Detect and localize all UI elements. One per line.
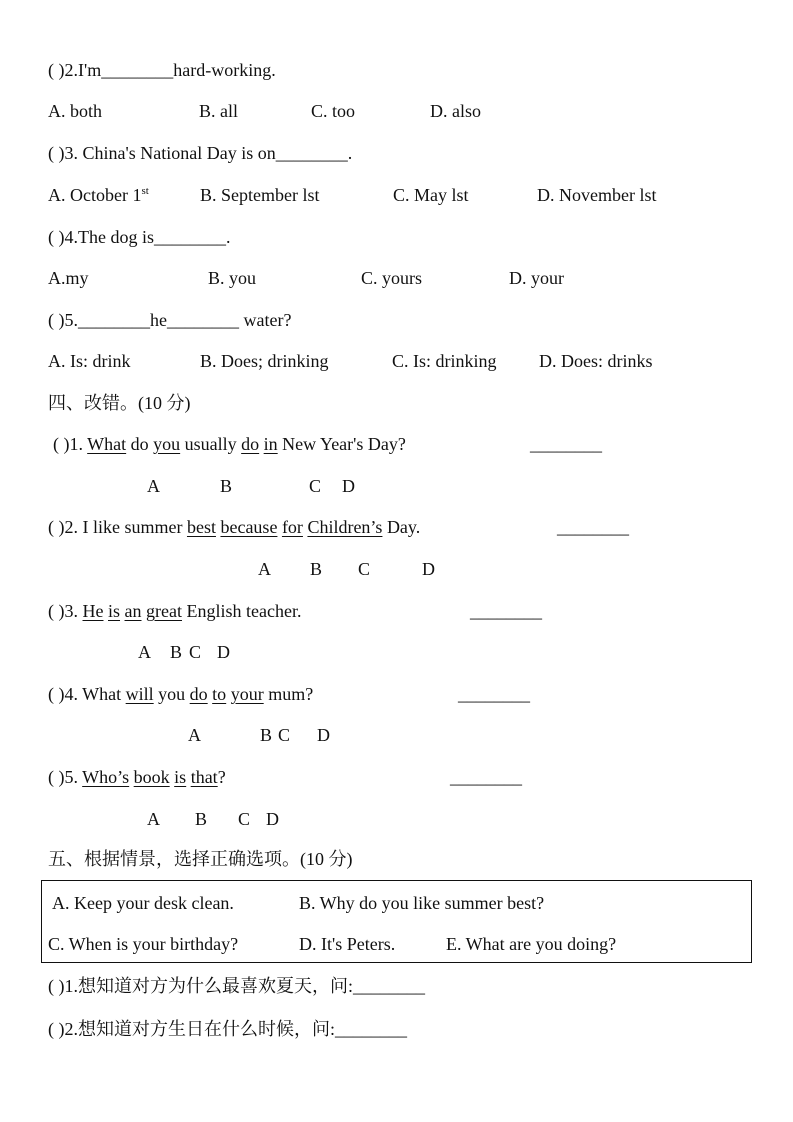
q3-option-a-sup: st [141,185,149,197]
correction-q4-text: mum? [263,684,314,704]
correction-q3-part-d: great [146,601,182,621]
correction-q3-part-c: an [124,601,142,621]
correction-q5-letter-b: B [195,809,208,829]
correction-q4-part-d: your [230,684,264,704]
correction-q1-part-b: you [153,434,181,454]
correction-q2-letter-c: C [358,559,371,579]
situation-q1: ( )1.想知道对方为什么最喜欢夏天，问:________ [48,976,425,996]
q3-option-c: C. May lst [393,185,469,205]
correction-q3 [48,600,301,622]
correction-q2-letter-a: A [258,559,271,579]
q5-option-a: A. Is: drink [48,351,131,371]
correction-q5-letter-a: A [147,809,160,829]
correction-q1-text: New Year's Day? [277,434,406,454]
q4-option-a: A.my [48,268,89,288]
correction-q2-part-d: Children’s [307,517,383,537]
q3-option-b: B. September lst [200,185,320,205]
q5-stem: ( )5.________he________ water? [48,310,292,330]
correction-q5-part-c: is [174,767,187,787]
correction-q4 [48,683,313,705]
choice-a: A. Keep your desk clean. [52,893,234,913]
correction-q3-answer-blank: ________ [470,601,542,621]
correction-q5-part-a: Who’s [82,767,130,787]
correction-q5-part-b: book [133,767,170,787]
correction-q5-letter-d: D [266,809,279,829]
correction-q4-part-c: to [212,684,227,704]
q4-option-b: B. you [208,268,257,288]
correction-q4-part-a: will [125,684,154,704]
correction-q1-part-d: in [263,434,278,454]
correction-q2-part-c: for [281,517,303,537]
correction-q4-letter-c: C [278,725,291,745]
q4-option-d: D. your [509,268,564,288]
correction-q4-prefix: ( )4. What [48,684,126,704]
correction-q1 [53,433,406,455]
correction-q1-part-c: do [241,434,260,454]
choice-c: C. When is your birthday? [48,934,239,954]
correction-q1-answer-blank: ________ [530,434,602,454]
situation-q2: ( )2.想知道对方生日在什么时候，问:________ [48,1019,407,1039]
correction-q5-text: ? [217,767,226,787]
section-5-heading: 五、根据情景，选择正确选项。(10 分) [48,849,353,869]
correction-q4-letter-a: A [188,725,201,745]
correction-q2-letter-b: B [310,559,323,579]
q2-option-b: B. all [199,101,238,121]
correction-q1-part-a: What [87,434,127,454]
correction-q1-text: do [126,434,154,454]
correction-q3-letter-a: A [138,642,151,662]
correction-q2 [48,516,420,538]
correction-q1-letter-b: B [220,476,233,496]
correction-q5-answer-blank: ________ [450,767,522,787]
correction-q1-text: usually [180,434,242,454]
correction-q3-letter-c: C [189,642,202,662]
q2-option-c: C. too [311,101,356,121]
choice-d: D. It's Peters. [299,934,396,954]
q3-option-d: D. November lst [537,185,657,205]
correction-q5-letter-c: C [238,809,251,829]
correction-q2-part-b: because [220,517,278,537]
correction-q2-text: Day. [382,517,421,537]
correction-q3-letter-b: B [170,642,183,662]
correction-q3-text: English teacher. [182,601,302,621]
q5-option-b: B. Does; drinking [200,351,329,371]
q2-option-d: D. also [430,101,481,121]
correction-q1-prefix: ( )1. [53,434,88,454]
choice-e: E. What are you doing? [446,934,617,954]
correction-q5-part-d: that [190,767,218,787]
correction-q2-part-a: best [186,517,216,537]
correction-q2-prefix: ( )2. I like summer [48,517,187,537]
correction-q3-part-a: He [82,601,104,621]
correction-q4-answer-blank: ________ [458,684,530,704]
q3-stem: ( )3. China's National Day is on________. [48,143,353,163]
correction-q4-letter-d: D [317,725,330,745]
choice-b: B. Why do you like summer best? [299,893,545,913]
correction-q4-letter-b: B [260,725,273,745]
q3-option-a-text: A. October 1 [48,185,142,205]
correction-q3-letter-d: D [217,642,230,662]
correction-q2-answer-blank: ________ [557,517,629,537]
correction-q3-prefix: ( )3. [48,601,83,621]
correction-q5 [48,766,226,788]
correction-q4-text: you [153,684,190,704]
section-4-heading: 四、改错。(10 分) [48,393,191,413]
correction-q1-letter-d: D [342,476,355,496]
correction-q4-part-b: do [189,684,208,704]
correction-q5-prefix: ( )5. [48,767,83,787]
q5-option-d: D. Does: drinks [539,351,653,371]
q3-option-a [48,184,149,206]
q2-option-a: A. both [48,101,102,121]
correction-q1-letter-c: C [309,476,322,496]
correction-q2-letter-d: D [422,559,435,579]
q5-option-c: C. Is: drinking [392,351,497,371]
q4-stem: ( )4.The dog is________. [48,227,231,247]
correction-q3-part-b: is [108,601,121,621]
q4-option-c: C. yours [361,268,423,288]
q2-stem: ( )2.I'm________hard-working. [48,60,276,80]
correction-q1-letter-a: A [147,476,160,496]
